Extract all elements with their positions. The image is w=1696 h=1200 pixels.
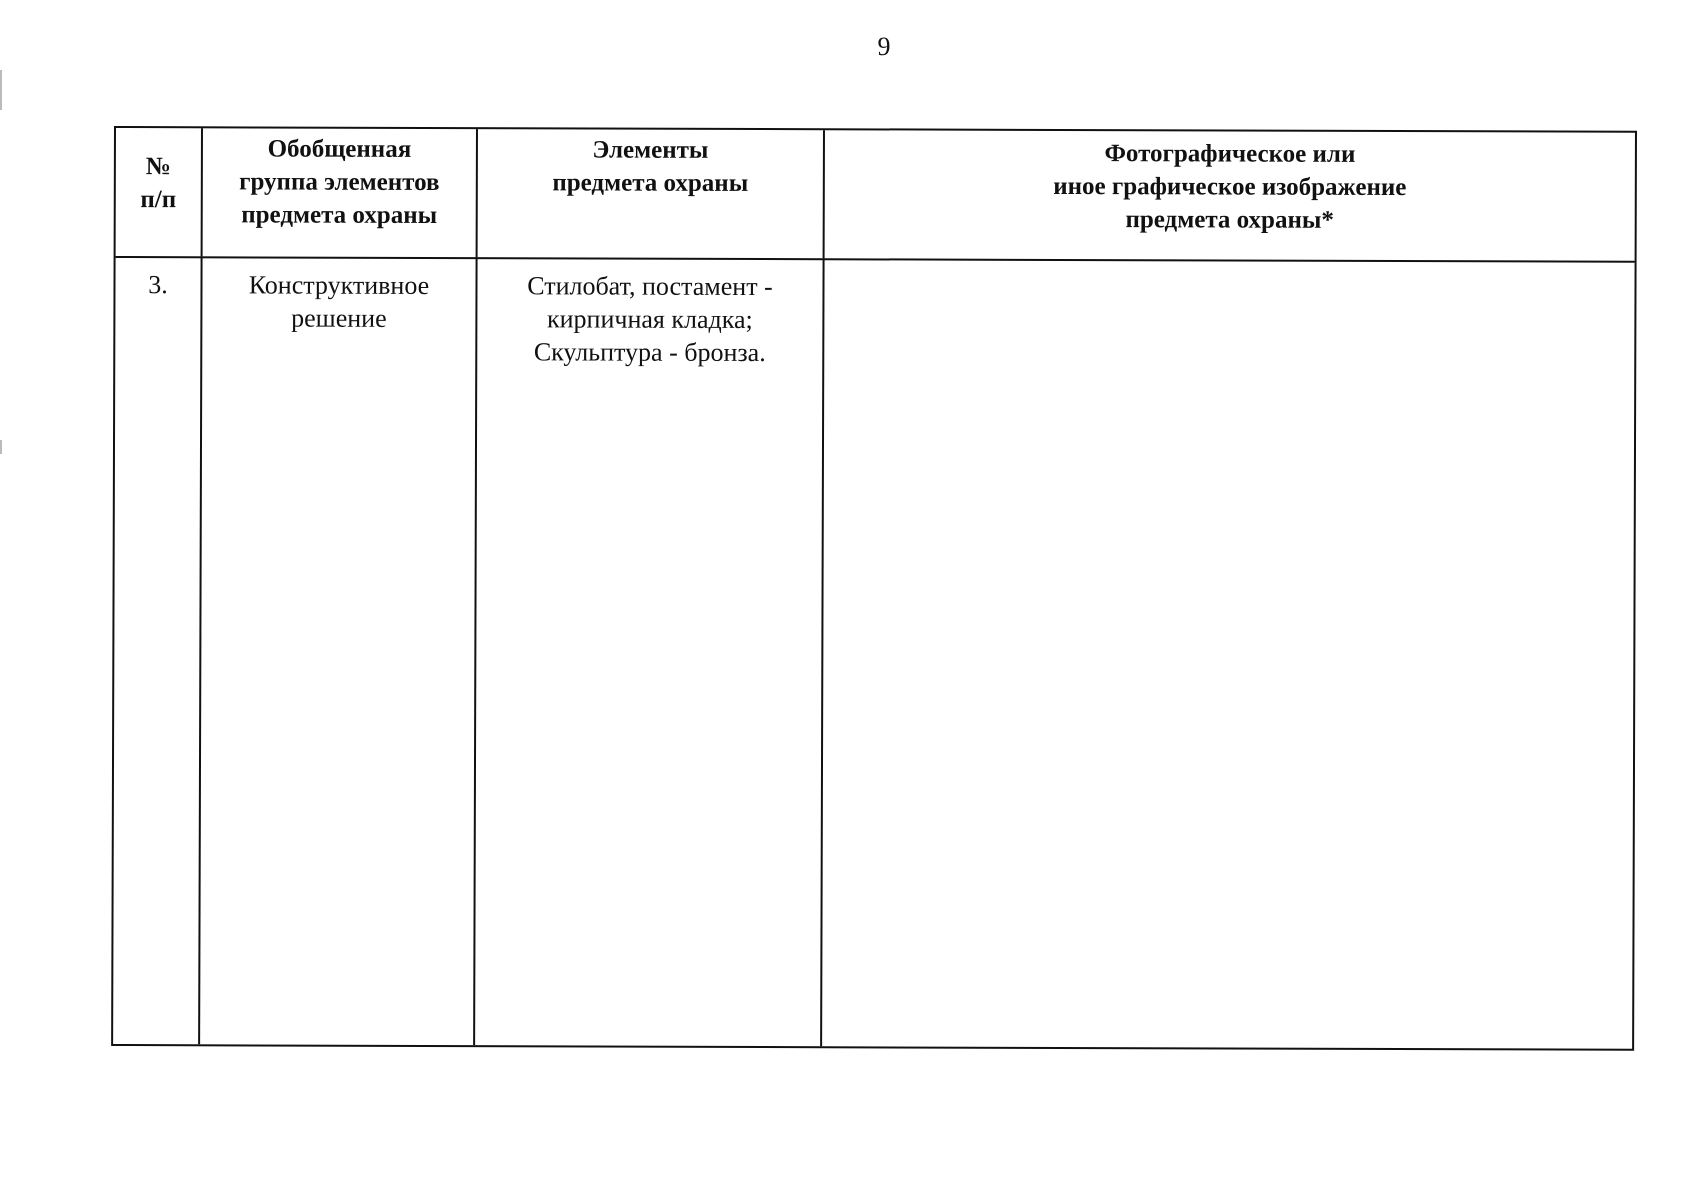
scan-edge-mark — [0, 440, 2, 454]
header-elements: Элементы предмета охраны — [478, 129, 825, 258]
protection-subject-table — [111, 126, 1637, 1051]
scan-edge-mark — [0, 70, 2, 110]
row-number: 3. — [113, 256, 202, 1044]
table-row — [113, 256, 1634, 1049]
header-group: Обобщенная группа элементов предмета охраны — [203, 128, 478, 257]
row-group: Конструктивное решение — [200, 256, 477, 1045]
header-number: № п/п — [116, 128, 203, 256]
header-image: Фотографическое или иное графическое изображение предмета охраны* — [1053, 140, 1407, 234]
row-image-cell — [822, 258, 1634, 1049]
row-elements: Стилобат, постамент - кирпичная кладка; Скульптура - бронза. — [475, 257, 824, 1046]
page-number: 9 — [877, 32, 891, 61]
table-header-row — [116, 128, 1635, 263]
